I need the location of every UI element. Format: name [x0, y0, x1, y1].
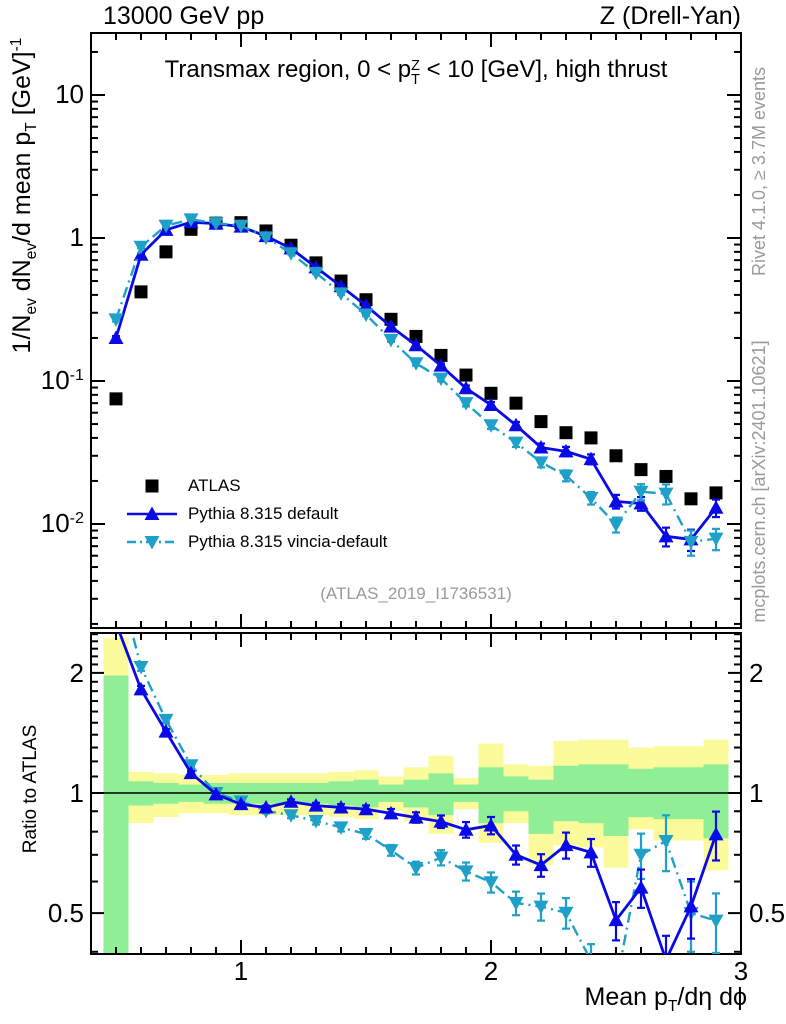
atlas-square-marker-icon — [126, 476, 178, 496]
tick-label: 10 — [55, 79, 84, 109]
x-axis-title: Mean $p_T/d\eta$ dϕ — [584, 983, 747, 1015]
tick-label: 2 — [749, 657, 764, 688]
legend-label: Pythia 8.315 vincia-default — [188, 532, 388, 551]
tick-label: 1 — [749, 778, 764, 808]
mcplots-source-note: mcplots.cern.ch [arXiv:2401.10621] — [749, 340, 769, 623]
process-label: Z (Drell-Yan) — [599, 2, 741, 30]
rivet-version-note: Rivet 4.1.0, ≥ 3.7M events — [749, 67, 769, 276]
tick-label: 1 — [69, 222, 84, 252]
ratio-y-axis-title: Ratio to ATLAS — [20, 724, 41, 854]
tick-label: 1 — [233, 956, 249, 986]
tick-label: $10^{-1}$ — [40, 365, 84, 395]
legend — [126, 472, 387, 556]
tick-label: 0.5 — [47, 898, 84, 929]
pythia-vincia-line-marker-icon — [126, 532, 178, 552]
legend-item-pythia-default — [126, 500, 387, 528]
legend-item-pythia-vincia — [126, 528, 387, 556]
tick-label: 1 — [69, 778, 84, 808]
tick-label: 3 — [733, 956, 749, 986]
y-axis-title: $1/N_{ev}$ $dN_{ev}/d$ mean $p_T$ [GeV]$^{-1}$ — [8, 37, 40, 354]
tick-label: 0.5 — [749, 898, 786, 929]
analysis-id-watermark: (ATLAS_2019_I1736531) — [320, 584, 512, 603]
plot-title: Transmax region, 0 < p Z T < 10 [GeV], high thrust — [164, 56, 668, 89]
tick-label: 2 — [483, 956, 499, 986]
legend-label: Pythia 8.315 default — [188, 504, 339, 523]
beam-energy-label: 13000 GeV pp — [103, 2, 265, 30]
tick-label: 2 — [69, 657, 84, 688]
legend-item-atlas — [126, 472, 387, 500]
legend-label: ATLAS — [188, 476, 241, 495]
pythia-default-line-marker-icon — [126, 504, 178, 524]
tick-label: $10^{-2}$ — [40, 508, 84, 538]
